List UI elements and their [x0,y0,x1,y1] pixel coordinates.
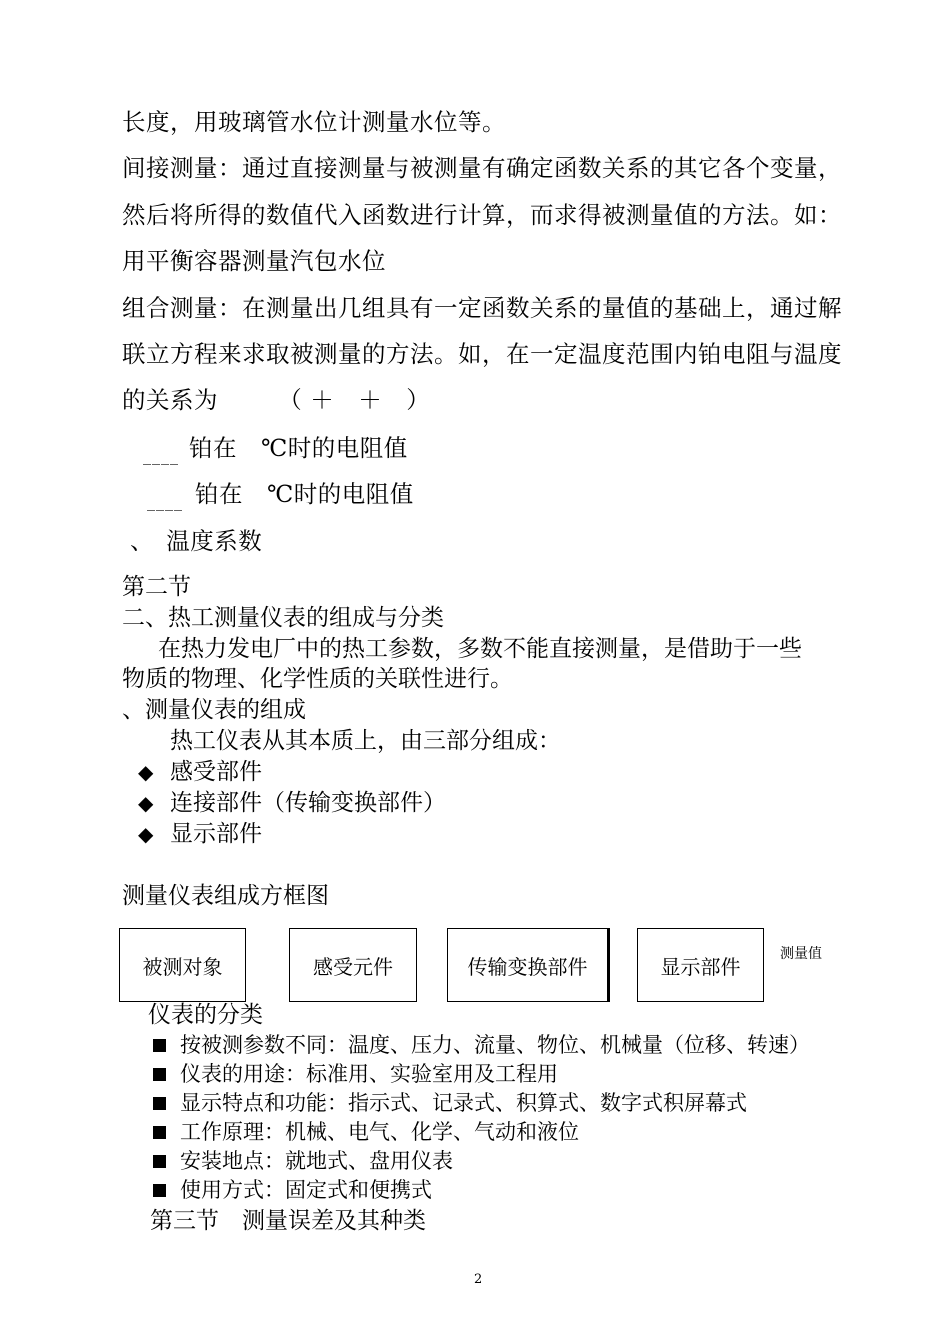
paragraph-line: 间接测量：通过直接测量与被测量有确定函数关系的其它各个变量， [122,154,842,182]
formula-def-3: 、 温度系数 [130,527,263,555]
intro-line: 在热力发电厂中的热工参数，多数不能直接测量，是借助于一些 [158,636,802,662]
classification-item: 仪表的用途：标准用、实验室用及工程用 [180,1062,558,1086]
formula-def-1: 铂在 ℃时的电阻值 [189,434,408,462]
paragraph-line: 组合测量：在测量出几组具有一定函数关系的量值的基础上，通过解 [122,294,842,322]
composition-intro: 热工仪表从其本质上，由三部分组成： [170,728,561,754]
paragraph-line: 长度，用玻璃管水位计测量水位等。 [122,108,506,136]
formula-def-2: 铂在 ℃时的电阻值 [195,480,414,508]
square-bullet-icon [153,1184,166,1197]
square-bullet-icon [153,1068,166,1081]
component-item: 连接部件（传输变换部件） [170,790,446,816]
square-bullet-icon [153,1155,166,1168]
component-item: 感受部件 [170,759,262,785]
classification-item: 工作原理：机械、电气、化学、气动和液位 [180,1120,579,1144]
section3-heading: 第三节 测量误差及其种类 [150,1208,426,1234]
paragraph-line: 联立方程来求取被测量的方法。如，在一定温度范围内铂电阻与温度 [122,340,842,368]
section-heading: 第二节 [122,574,191,600]
diamond-bullet-icon: ◆ [138,822,154,846]
classification-title: 仪表的分类 [148,1002,263,1028]
diagram-box-object: 被测对象 [119,928,246,1002]
square-bullet-icon [153,1097,166,1110]
diagram-output-label: 测量值 [780,946,822,962]
diagram-box-sensor: 感受元件 [289,928,417,1002]
diamond-bullet-icon: ◆ [138,760,154,784]
composition-title: 、测量仪表的组成 [122,697,306,723]
classification-item: 显示特点和功能：指示式、记录式、积算式、数字式积屏幕式 [180,1091,747,1115]
square-bullet-icon [153,1039,166,1052]
paragraph-line: 然后将所得的数值代入函数进行计算，而求得被测量值的方法。如： [122,201,842,229]
diamond-bullet-icon: ◆ [138,791,154,815]
component-item: 显示部件 [170,821,262,847]
classification-item: 按被测参数不同：温度、压力、流量、物位、机械量（位移、转速） [180,1033,810,1057]
square-bullet-icon [153,1126,166,1139]
paragraph-line: 的关系为 （ ＋ ＋ ） [122,386,431,414]
diagram-title: 测量仪表组成方框图 [122,883,329,909]
diagram-box-transmitter: 传输变换部件 [447,928,610,1002]
formula-dash: ____ [143,446,179,465]
classification-item: 使用方式：固定式和便携式 [180,1178,432,1202]
page-number: 2 [474,1272,483,1287]
paragraph-line: 用平衡容器测量汽包水位 [122,247,386,275]
intro-line: 物质的物理、化学性质的关联性进行。 [122,666,513,692]
section-subheading: 二、热工测量仪表的组成与分类 [122,605,444,631]
formula-dash: ____ [147,492,183,511]
diagram-box-display: 显示部件 [637,928,764,1002]
classification-item: 安装地点：就地式、盘用仪表 [180,1149,453,1173]
